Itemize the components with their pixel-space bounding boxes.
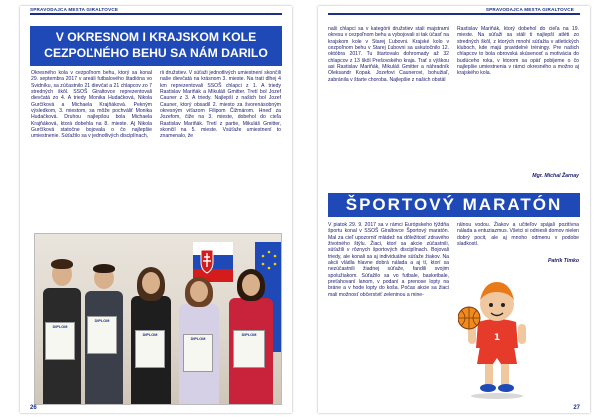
article2-author: Patrik Timko — [547, 258, 579, 264]
article2-title-banner: ŠPORTOVÝ MARATÓN — [328, 193, 580, 217]
article1-cont-column2: Rastislav Mariňák, ktorý dobehol do cieľa na 19. mieste. Na súťaži sa stáli ti najlepší atléti zo stredných škôl, z ktorých mnohí súťažia v atletických kluboch, kde majú pravidelné tréningy. Pre našich chlapcov to bola obrovská skúsenosť a motivácia do budúceho roka, v ktorom sa opäť pobijeme o čo najlepšie umiestnenia v rámci okresného a možno aj krajského kola. — [457, 26, 579, 77]
basketball-player-illustration — [458, 274, 536, 399]
article1-title-line1: V OKRESNOM I KRAJSKOM KOLE — [55, 30, 257, 44]
diploma: DIPLOM — [87, 316, 117, 354]
left-page — [20, 6, 292, 413]
running-head-right: SPRAVODAJCA MESTA GIRALTOVCE — [485, 7, 574, 12]
diploma: DIPLOM — [45, 322, 75, 360]
article1-title-line2: CEZPOĽNÉHO BEHU SA NÁM DARILO — [44, 46, 268, 60]
article2-column2: rálnou vodou. Žiakov a učiteľov spájali pozitívna nálada a entuziazmus. Všetci si odniesli domov nielen dobrý pocit, ale aj mnoho odmenu v podobe sladkostí. — [457, 222, 579, 248]
running-head-rule — [328, 13, 580, 15]
page-number-right: 27 — [573, 405, 580, 411]
page-number-left: 26 — [30, 405, 37, 411]
article1-cont-column1: naši chlapci sa v kategórii družstiev stali majstrami okresu v cezpoľnom behu a vybojovali si tak účasť na krajskom kole v Starej Ľubovni. Krajské kolo v cezpoľnom behu v Starej Ľubovni sa uskutočnilo 12. októbra 2017. Tu štartovalo dohromady až 32 chlapcov z 13 škôl Prešovského kraja. Trať s výškou asi Rastislav Mariňák, Mikuláš Gmitter a náhradník Oleksandr Kopak. Jozefovi Caunerovi, bohužiaľ, zabránila v štarte choroba. Najlepšie z našich obstál — [328, 26, 449, 83]
diploma: DIPLOM — [183, 334, 213, 372]
running-head-rule — [30, 13, 282, 15]
award-photo — [34, 233, 282, 405]
svg-text:1: 1 — [493, 333, 501, 343]
article2-column1: V piatok 29. 9. 2017 sa v rámci Európskeho týždňa športu konal v SSOŠ Giraltovce Športový maratón. Mal za cieľ upozorniť mládež na dôležitosť zdravého životného štýlu. Žiaci, ktorí sa akcie zúčastnili, súťažili v rôznych športových disciplínach. Bojovali triedy, ale konali sa aj individuálne súťaže žiakov. Na akcii vládla hlavne dobrá nálada a aj tí, ktorí sa nezúčastnili žiadnej súťaže, fandili svojim spolužiakom. Súťažilo sa vo futbale, basketbale, preťahovaní lanom, v podaní a prenose lopty na bráne a v hode lopty do koša. Počas akcie sa žiaci mali možnosť občerstviť zeleninou a mine- — [328, 222, 449, 298]
article1-column1: Okresného kola v cezpoľnom behu, ktorý sa konal 29. septembra 2017 v areáli futbalového štadióna vo Svidníku, sa zúčastnilo 21 dievčat a 21 chlapcov zo 7 stredných škôl. SSOŠ Giraltovce reprezentovali dievčatá zo 4. A triedy Monika Hudačková, Nikola Gurčíková a Michaela Krajňáková. Pekným výsledkom, 3. miestom, sa môže pochváliť Monika Hudačková. Druhou najlepšou bola Michaela Krajňáková, ktorá dobehla na 8. mieste. Aj Nikola Gurčíková statočne bojovala o čo najlepšie umiestnenie. Súťažilo sa v jednotlivých disciplínach, — [31, 70, 152, 140]
article1-column2: rii družstiev. V súťaži jednotlivých umiestnení skončili naše dievčatá na krásnom 3. mieste. Na trati dlhej 4 km reprezentovali SSOŠ chlapci z 1. A triedy Rastislav Mariňák a Mikuláš Gmitter. Tretí bol Jozef Cauner z 3. A triedy. Najlepší z našich bol Jozef Cauner, ktorý obsadil 2. miesto za švorenásobným okresným víťazom Filipom Čižmárom. Hneď za Jozefom, čiže na 3. mieste, dobehol do cieľa Rastislav Mariňák. Tretí z partie, Mikuláš Gmitter, skončil na 5. mieste. Vsúťaže umiestnení to znamenalo, že — [160, 70, 281, 140]
running-head-left: SPRAVODAJCA MESTA GIRALTOVCE — [30, 7, 119, 12]
diploma: DIPLOM — [135, 330, 165, 368]
right-page — [318, 6, 590, 413]
diploma: DIPLOM — [233, 330, 265, 368]
article1-title-banner — [30, 26, 282, 66]
article1-author: Mgr. Michal Žarnay — [532, 173, 579, 179]
